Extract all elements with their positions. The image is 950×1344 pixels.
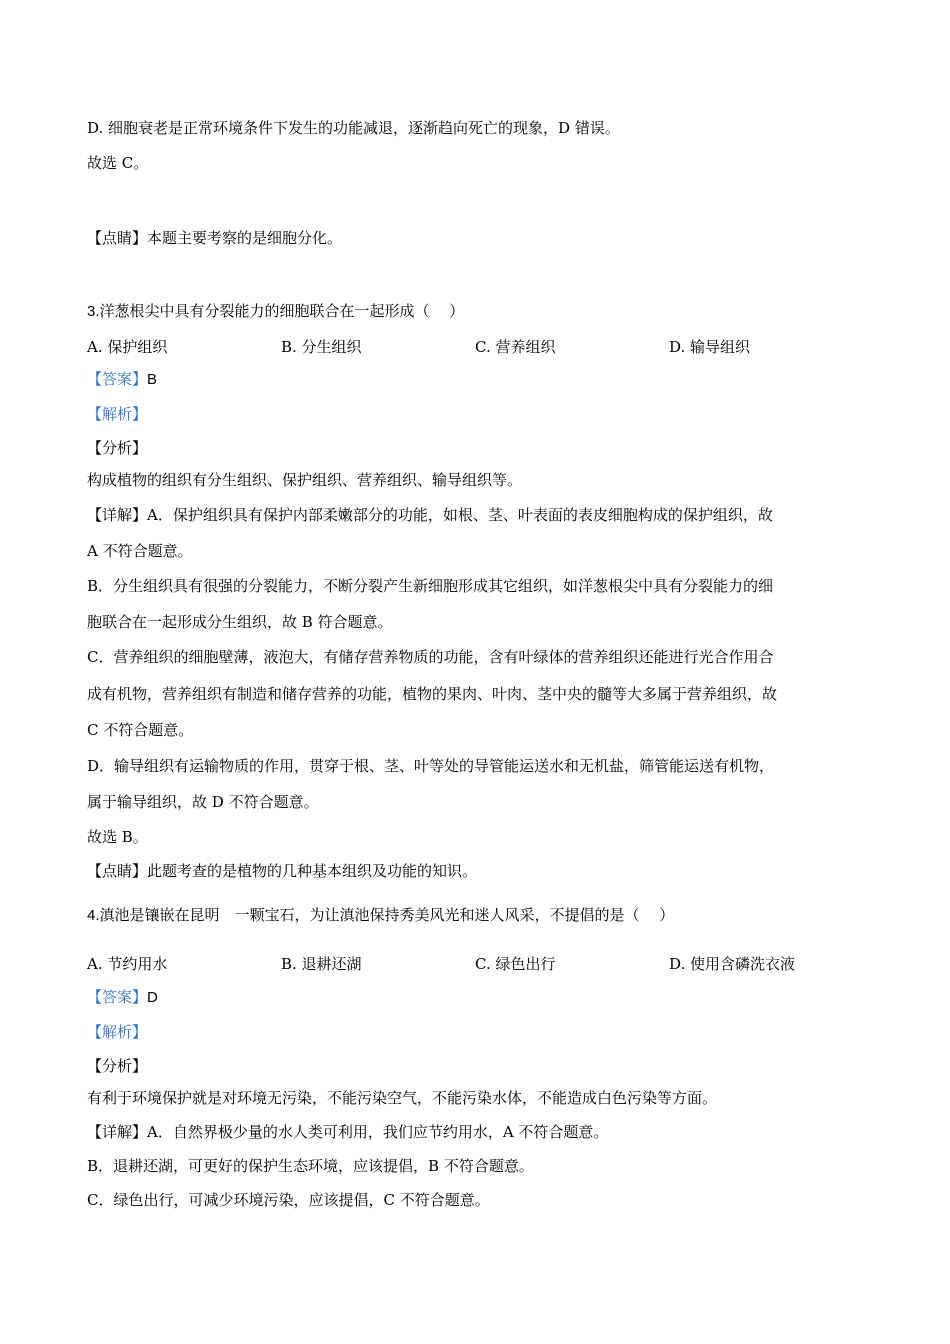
question-text: 滇池是镶嵌在昆明 一颗宝石，为让滇池保持秀美风光和迷人风采，不提倡的是（ ） bbox=[99, 906, 675, 924]
text-line: 构成植物的组织有分生组织、保护组织、营养组织、输导组织等。 bbox=[87, 471, 523, 489]
text-line: 故选 B。 bbox=[87, 828, 148, 846]
question-4 bbox=[87, 905, 674, 926]
text-line: C 不符合题意。 bbox=[87, 721, 194, 739]
question-number: 4. bbox=[87, 907, 100, 924]
text-line: 【详解】A．自然界极少量的水人类可利用，我们应节约用水，A 不符合题意。 bbox=[87, 1123, 609, 1141]
text-line: 【详解】A．保护组织具有保护内部柔嫩部分的功能，如根、茎、叶表面的表皮细胞构成的保护组织，故 bbox=[87, 506, 773, 524]
text-line: 故选 C。 bbox=[87, 154, 149, 172]
text-line: 胞联合在一起形成分生组织，故 B 符合题意。 bbox=[87, 613, 393, 631]
comment-line: 【点睛】此题考查的是植物的几种基本组织及功能的知识。 bbox=[87, 862, 478, 880]
comment-line: 【点睛】本题主要考察的是细胞分化。 bbox=[87, 229, 343, 247]
answer-value: B bbox=[147, 371, 158, 388]
question-text: 洋葱根尖中具有分裂能力的细胞联合在一起形成（ ） bbox=[99, 302, 465, 320]
option-c: C. 营养组织 bbox=[475, 338, 556, 356]
option-b: B. 退耕还湖 bbox=[281, 955, 362, 973]
option-c: C. 绿色出行 bbox=[475, 955, 556, 973]
text-line: B．分生组织具有很强的分裂能力，不断分裂产生新细胞形成其它组织，如洋葱根尖中具有分裂能力的细 bbox=[87, 577, 774, 595]
option-b: B. 分生组织 bbox=[281, 338, 362, 356]
option-d: D. 输导组织 bbox=[669, 338, 751, 356]
text-line: D．输导组织有运输物质的作用，贯穿于根、茎、叶等处的导管能运送水和无机盐，筛管能运送有机物， bbox=[87, 757, 775, 775]
answer-line bbox=[87, 987, 158, 1008]
answer-line bbox=[87, 369, 157, 390]
answer-tag: 【答案】 bbox=[87, 988, 148, 1006]
text-line: 属于输导组织，故 D 不符合题意。 bbox=[87, 793, 319, 811]
analysis-tag: 【解析】 bbox=[87, 405, 148, 423]
option-a: A. 保护组织 bbox=[87, 338, 168, 356]
analysis-tag: 【解析】 bbox=[87, 1023, 148, 1041]
answer-value: D bbox=[147, 989, 158, 1006]
text-line: D. 细胞衰老是正常环境条件下发生的功能减退，逐渐趋向死亡的现象，D 错误。 bbox=[87, 119, 620, 137]
text-line: B．退耕还湖，可更好的保护生态环境，应该提倡，B 不符合题意。 bbox=[87, 1157, 534, 1175]
question-3 bbox=[87, 301, 464, 322]
text-line: A 不符合题意。 bbox=[87, 542, 193, 560]
text-line: 成有机物，营养组织有制造和储存营养的功能，植物的果肉、叶肉、茎中央的髓等大多属于营养组织，故 bbox=[87, 685, 778, 703]
analysis-heading: 【分析】 bbox=[87, 1057, 148, 1075]
question-number: 3. bbox=[87, 303, 100, 320]
text-line: C．营养组织的细胞壁薄，液泡大，有储存营养物质的功能，含有叶绿体的营养组织还能进行光合作用合 bbox=[87, 648, 774, 666]
text-line: 有利于环境保护就是对环境无污染，不能污染空气，不能污染水体，不能造成白色污染等方面。 bbox=[87, 1089, 718, 1107]
text-line: C．绿色出行，可减少环境污染，应该提倡，C 不符合题意。 bbox=[87, 1191, 490, 1209]
answer-tag: 【答案】 bbox=[87, 370, 148, 388]
analysis-heading: 【分析】 bbox=[87, 439, 148, 457]
option-a: A. 节约用水 bbox=[87, 955, 168, 973]
option-d: D. 使用含磷洗衣液 bbox=[669, 955, 796, 973]
